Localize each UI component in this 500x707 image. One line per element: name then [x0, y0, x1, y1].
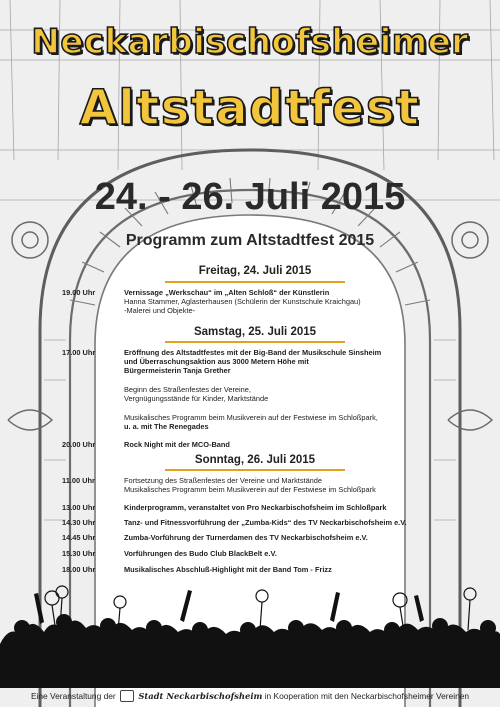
- day-heading-sunday: Sonntag, 26. Juli 2015: [194, 454, 316, 466]
- day-heading-saturday: Samstag, 25. Juli 2015: [193, 326, 317, 338]
- event-line: Hanna Stammer, Aglasterhausen (Schülerin der Kunstschule Kraichgau): [124, 297, 361, 307]
- event-time: 14.30 Uhr: [62, 518, 96, 527]
- event-time: 19.00 Uhr: [62, 288, 96, 297]
- event-line: u. a. mit The Renegades: [124, 422, 209, 432]
- event-line: Eröffnung des Altstadtfestes mit der Big-Band der Musikschule Sinsheim: [124, 348, 382, 357]
- event-line: Vernissage „Werkschau“ im „Alten Schloß“ der Künstlerin: [124, 288, 330, 297]
- day-heading-friday: Freitag, 24. Juli 2015: [198, 265, 312, 277]
- day-underline: [165, 341, 345, 343]
- town-logo-icon: [120, 690, 134, 702]
- footer: [0, 690, 500, 702]
- day-underline: [165, 281, 345, 283]
- event-line: Vorführungen des Budo Club BlackBelt e.V.: [124, 549, 277, 558]
- crowd-silhouette-image: [0, 584, 500, 688]
- event-line: Zumba-Vorführung der Turnerdamen des TV Neckarbischofsheim e.V.: [124, 533, 368, 542]
- event-time: 17.00 Uhr: [62, 348, 96, 357]
- event-line: Beginn des Straßenfestes der Vereine,: [124, 385, 251, 394]
- footer-prefix: Eine Veranstaltung der: [30, 691, 116, 701]
- footer-suffix: in Kooperation mit den Neckarbischofsheimer Vereinen: [264, 691, 470, 701]
- event-time: 18.00 Uhr: [62, 565, 96, 574]
- event-line: Bürgermeisterin Tanja Grether: [124, 366, 231, 376]
- event-line: Kinderprogramm, veranstaltet von Pro Neckarbischofsheim im Schloßpark: [124, 503, 387, 512]
- event-line: und Überraschungsaktion aus 3000 Metern Höhe mit: [124, 357, 309, 367]
- title-line-1: Neckarbischofsheimer: [31, 22, 469, 62]
- event-line: Musikalisches Programm beim Musikverein auf der Festwiese im Schloßpark: [124, 485, 376, 495]
- event-line: Tanz- und Fitnessvorführung der „Zumba-Kids“ des TV Neckarbischofsheim e.V.: [124, 518, 407, 527]
- event-line: Vergnügungsstände für Kinder, Marktstände: [124, 394, 269, 404]
- event-line: Musikalisches Programm beim Musikverein auf der Festwiese im Schloßpark,: [124, 413, 378, 422]
- event-time: 20.00 Uhr: [62, 440, 96, 449]
- event-line: Rock Night mit der MCO-Band: [124, 440, 230, 449]
- event-time: 14.45 Uhr: [62, 533, 96, 542]
- event-time: 11.00 Uhr: [62, 476, 95, 485]
- day-underline: [165, 469, 345, 471]
- event-time: 15.30 Uhr: [62, 549, 96, 558]
- event-line: -Malerei und Objekte-: [124, 306, 196, 316]
- program-title: Programm zum Altstadtfest 2015: [125, 232, 375, 249]
- footer-town: Stadt Neckarbischofsheim: [138, 691, 263, 701]
- title-line-2: Altstadtfest: [79, 80, 421, 136]
- event-line: Musikalisches Abschluß-Highlight mit der Band Tom - Frizz: [124, 565, 332, 574]
- event-dates: 24. - 26. Juli 2015: [94, 176, 406, 218]
- event-line: Fortsetzung des Straßenfestes der Vereine und Marktstände: [124, 476, 323, 485]
- event-time: 13.00 Uhr: [62, 503, 96, 512]
